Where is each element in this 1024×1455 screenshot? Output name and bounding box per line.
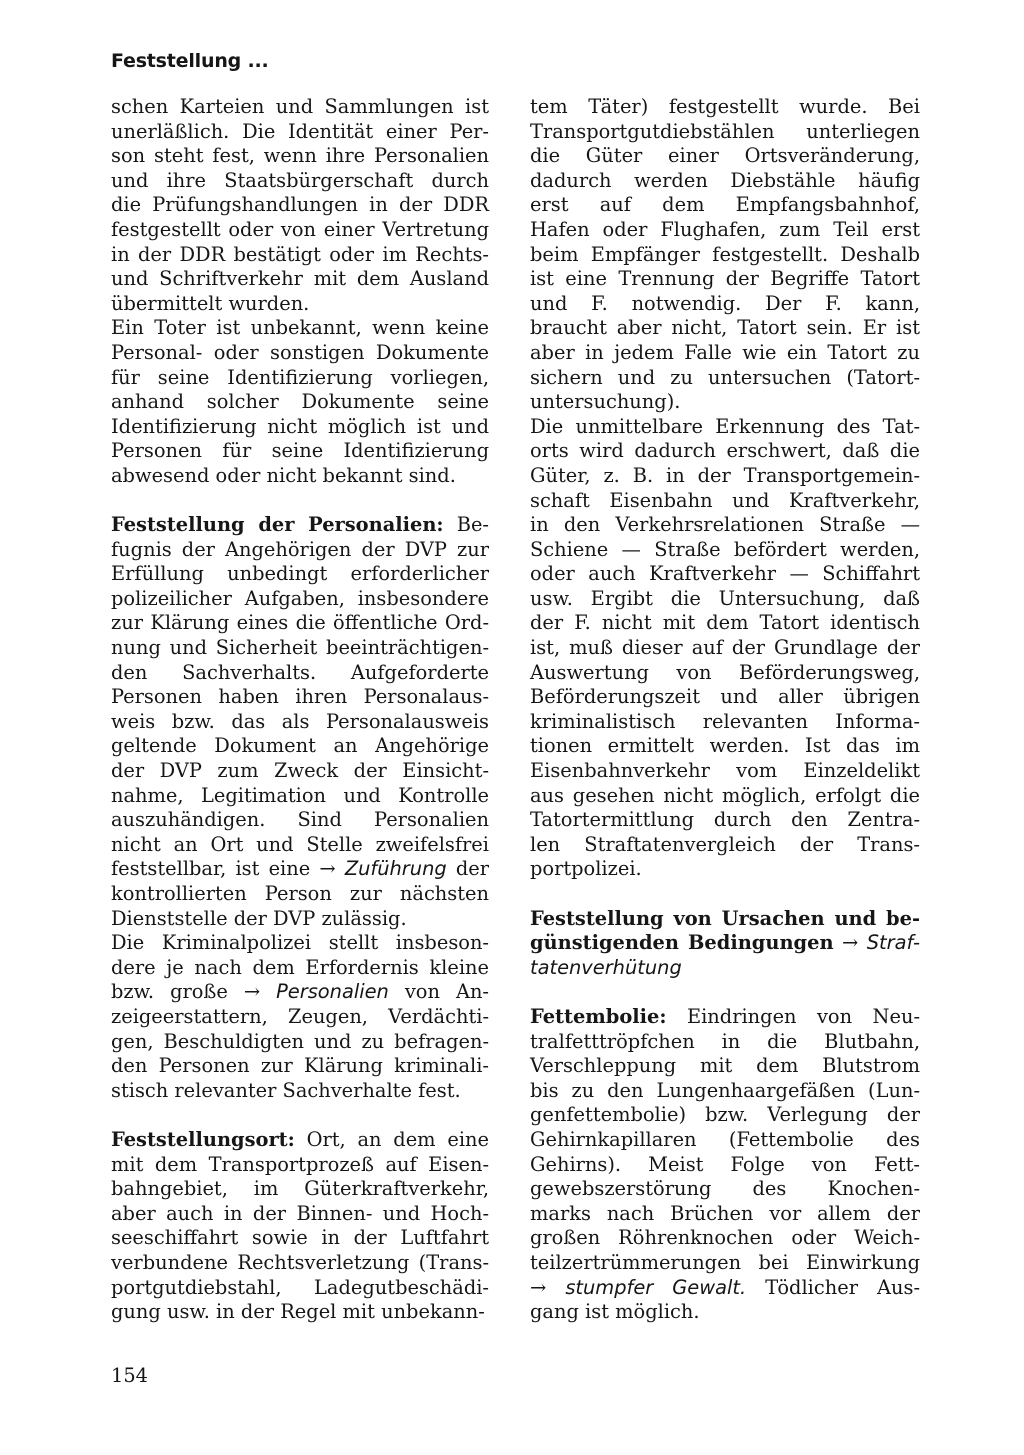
text-line: Feststellung von Ursachen und be- [530, 906, 920, 930]
text-line: Auswertung von Beförderungsweg, [530, 660, 920, 684]
text-line: gung usw. in der Regel mit unbekann- [111, 1300, 485, 1324]
text-line: aber in jedem Falle wie ein Tatort zu [530, 340, 920, 364]
text-line: dadurch werden Diebstähle häufig [530, 168, 920, 192]
text-line: untersuchung). [530, 390, 681, 414]
page-number: 154 [111, 1364, 149, 1387]
text-line: orts wird dadurch erschwert, daß die [530, 439, 920, 463]
text-line: Beförderungszeit und aller übrigen [530, 685, 920, 709]
text-line: die Prüfungshandlungen in der DDR [111, 193, 489, 217]
text-line: Eisenbahnverkehr vom Einzeldelikt [530, 759, 920, 783]
text-line: nung und Sicherheit beeinträchtigen- [111, 636, 489, 660]
text-line: Hafen oder Flughafen, zum Teil erst [530, 217, 920, 241]
text-line: Die unmittelbare Erkennung des Tat- [530, 414, 920, 438]
text-line: portpolizei. [530, 857, 642, 881]
text-line: bis zu den Lungenhaargefäßen (Lun- [530, 1078, 920, 1102]
text-line: feststellbar, ist eine → Zuführung der [111, 857, 490, 881]
text-line: Tatortermittlung durch den Zentra- [530, 808, 920, 832]
text-line: Gehirns). Meist Folge von Fett- [530, 1152, 920, 1176]
text-line: gang ist möglich. [530, 1300, 700, 1324]
text-line: stisch relevanter Sachverhalte fest. [111, 1078, 461, 1102]
text-line: sichern und zu untersuchen (Tatort- [530, 365, 920, 389]
text-line: der DVP zum Zweck der Einsicht- [111, 759, 489, 783]
text-line: Personen haben ihren Personalaus- [111, 685, 489, 709]
text-line: festgestellt oder von einer Vertretung [111, 217, 489, 241]
text-line: seeschiffahrt sowie in der Luftfahrt [111, 1226, 489, 1250]
text-line: → stumpfer Gewalt. Tödlicher Aus- [530, 1275, 921, 1299]
text-line: den Personen zur Klärung kriminali- [111, 1054, 489, 1078]
text-line: weis bzw. das als Personalausweis [111, 709, 489, 733]
text-line: ist, muß dieser auf der Grundlage der [530, 636, 920, 660]
paragraph-gap [530, 882, 920, 907]
text-line: unerläßlich. Die Identität einer Per- [111, 119, 489, 143]
text-line: verbundene Rechtsverletzung (Trans- [111, 1250, 489, 1274]
text-line: Transportgutdiebstählen unterliegen [530, 119, 920, 143]
text-line: und F. notwendig. Der F. kann, [530, 291, 920, 315]
text-line: nahme, Legitimation und Kontrolle [111, 783, 489, 807]
text-line: geltende Dokument an Angehörige [111, 734, 489, 758]
text-line: tatenverhütung [530, 955, 682, 979]
text-line: aber auch in der Binnen- und Hoch- [111, 1201, 489, 1225]
text-line: gen, Beschuldigten und zu befragen- [111, 1029, 489, 1053]
text-line: tralfetttröpfchen in die Blutbahn, [530, 1029, 920, 1053]
text-line: polizeilicher Aufgaben, insbesondere [111, 586, 489, 610]
text-line: und Schriftverkehr mit dem Ausland [111, 267, 489, 291]
text-line: in der DDR bestätigt oder im Rechts- [111, 242, 489, 266]
text-line: genfettembolie) bzw. Verlegung der [530, 1103, 920, 1127]
text-line: nicht an Ort und Stelle zweifelsfrei [111, 832, 489, 856]
text-line: Schiene — Straße befördert werden, [530, 537, 920, 561]
text-line: den Sachverhalts. Aufgeforderte [111, 660, 489, 684]
text-line: Personal- oder sonstigen Dokumente [111, 340, 489, 364]
text-line: Gehirnkapillaren (Fettembolie des [530, 1127, 920, 1151]
text-line: schaft Eisenbahn und Kraftverkehr, [530, 488, 920, 512]
running-head: Feststellung ... [111, 50, 269, 72]
left-column [111, 95, 489, 1325]
text-line: kriminalistisch relevanten Informa- [530, 709, 920, 733]
text-line: fugnis der Angehörigen der DVP zur [111, 537, 489, 561]
text-line: ist eine Trennung der Begriffe Tatort [530, 267, 920, 291]
paragraph-gap [111, 1103, 489, 1128]
text-line: schen Karteien und Sammlungen ist [111, 95, 489, 118]
text-line: Ein Toter ist unbekannt, wenn keine [111, 316, 489, 340]
text-line: bzw. große → Personalien von An- [111, 980, 489, 1004]
text-line: für seine Identifizierung vorliegen, [111, 365, 489, 389]
text-line: zeigeerstattern, Zeugen, Verdächti- [111, 1004, 489, 1028]
text-line: Die Kriminalpolizei stellt insbeson- [111, 931, 489, 955]
text-line: die Güter einer Ortsveränderung, [530, 144, 920, 168]
text-line: anhand solcher Dokumente seine [111, 390, 489, 414]
text-line: kontrollierten Person zur nächsten [111, 882, 489, 905]
text-line: der F. nicht mit dem Tatort identisch [530, 611, 920, 635]
paragraph-gap [530, 980, 920, 1005]
text-line: Erfüllung unbedingt erforderlicher [111, 562, 489, 586]
text-line: mit dem Transportprozeß auf Eisen- [111, 1152, 489, 1176]
text-line: Güter, z. B. in der Transportgemein- [530, 463, 920, 487]
text-line: oder auch Kraftverkehr — Schiffahrt [530, 562, 920, 586]
text-line: in den Verkehrsrelationen Straße — [530, 513, 920, 537]
text-line: großen Röhrenknochen oder Weich- [530, 1226, 920, 1250]
text-line: beim Empfänger festgestellt. Deshalb [530, 242, 920, 266]
text-line: dere je nach dem Erfordernis kleine [111, 955, 489, 979]
text-line: len Straftatenvergleich der Trans- [530, 832, 920, 856]
text-line: son steht fest, wenn ihre Personalien [111, 144, 489, 168]
text-line: übermittelt wurden. [111, 291, 310, 315]
text-line: Fettembolie: Eindringen von Neu- [530, 1004, 920, 1028]
text-line: marks nach Brüchen vor allem der [530, 1201, 920, 1225]
text-line: auszuhändigen. Sind Personalien [111, 808, 489, 832]
text-line: Personen für seine Identifizierung [111, 439, 489, 463]
text-line: Verschleppung mit dem Blutstrom [530, 1054, 920, 1078]
text-line: erst auf dem Empfangsbahnhof, [530, 193, 920, 217]
text-line: und ihre Staatsbürgerschaft durch [111, 168, 489, 192]
text-line: gewebszerstörung des Knochen- [530, 1177, 920, 1201]
text-line: teilzertrümmerungen bei Einwirkung [530, 1250, 920, 1274]
text-line: zur Klärung eines die öffentliche Ord- [111, 611, 489, 635]
text-line: usw. Ergibt die Untersuchung, daß [530, 586, 920, 610]
text-line: bahngebiet, im Güterkraftverkehr, [111, 1177, 489, 1201]
text-line: Dienststelle der DVP zulässig. [111, 906, 407, 930]
text-line: braucht aber nicht, Tatort sein. Er ist [530, 316, 920, 340]
text-line: tem Täter) festgestellt wurde. Bei [530, 95, 920, 118]
text-line: günstigenden Bedingungen → Straf- [530, 931, 920, 955]
text-line: Feststellungsort: Ort, an dem eine [111, 1127, 489, 1151]
text-line: Identifizierung nicht möglich ist und [111, 414, 489, 438]
paragraph-gap [111, 489, 489, 514]
text-line: tionen ermittelt werden. Ist das im [530, 734, 920, 758]
text-line: portgutdiebstahl, Ladegutbeschädi- [111, 1275, 489, 1299]
text-line: Feststellung der Personalien: Be- [111, 513, 489, 537]
right-column [530, 95, 920, 1325]
text-line: aus gesehen nicht möglich, erfolgt die [530, 783, 920, 807]
text-line: abwesend oder nicht bekannt sind. [111, 463, 456, 487]
